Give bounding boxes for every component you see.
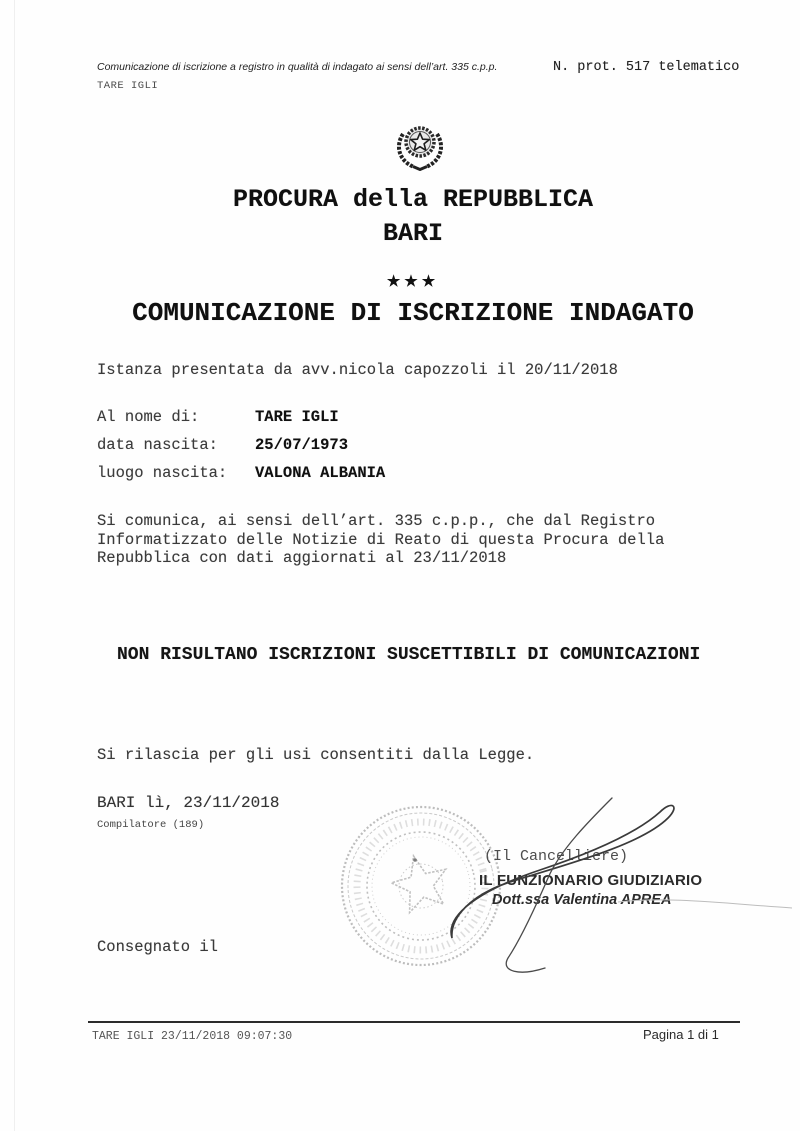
delivered-line: Consegnato il <box>97 938 218 956</box>
field-value: VALONA ALBANIA <box>255 464 386 482</box>
header-person-name: TARE IGLI <box>97 80 159 92</box>
field-row-name <box>97 408 385 436</box>
footer-timestamp: TARE IGLI 23/11/2018 09:07:30 <box>92 1030 293 1043</box>
result-statement: NON RISULTANO ISCRIZIONI SUSCETTIBILI DI COMUNICAZIONI <box>117 645 701 665</box>
field-label: Al nome di: <box>97 408 200 426</box>
handwritten-signature <box>420 780 800 1000</box>
field-value: 25/07/1973 <box>255 436 349 454</box>
compiler-note: Compilatore (189) <box>97 819 205 831</box>
istanza-line: Istanza presentata da avv.nicola capozzoli il 20/11/2018 <box>97 361 618 379</box>
cancelliere-caption: (Il Cancelliere) <box>484 848 629 865</box>
office-title: PROCURA della REPUBBLICA <box>232 185 594 214</box>
signer-role: IL FUNZIONARIO GIUDIZIARIO <box>479 872 703 889</box>
field-value: TARE IGLI <box>255 408 339 426</box>
italian-republic-emblem-icon <box>393 121 447 171</box>
field-row-birthdate <box>97 436 385 464</box>
document-subject-line: Comunicazione di iscrizione a registro in qualità di indagato ai sensi dell’art. 335 c.p.p. <box>97 61 498 73</box>
field-row-birthplace <box>97 464 385 492</box>
field-label: luogo nascita: <box>97 464 228 482</box>
footer-divider <box>88 1021 740 1023</box>
communication-paragraph: Si comunica, ai sensi dell’art. 335 c.p.p., che dal Registro Informatizzato delle Notizie di Reato di questa Procura della Repubblica con dati aggiornati al 23/11/2018 <box>97 512 665 567</box>
signer-name: Dott.ssa Valentina APREA <box>492 892 672 908</box>
field-label: data nascita: <box>97 436 218 454</box>
footer-page-number: Pagina 1 di 1 <box>643 1027 719 1042</box>
release-statement: Si rilascia per gli usi consentiti dalla Legge. <box>97 746 535 764</box>
scan-edge-artifact <box>14 0 15 1131</box>
place-and-date: BARI lì, 23/11/2018 <box>97 794 280 812</box>
office-city: BARI <box>382 219 443 248</box>
person-fields <box>97 408 385 492</box>
document-title: COMUNICAZIONE DI ISCRIZIONE INDAGATO <box>132 298 694 328</box>
stars-separator: ★★★ <box>386 273 440 290</box>
protocol-number: N. prot. 517 telematico <box>553 60 740 75</box>
